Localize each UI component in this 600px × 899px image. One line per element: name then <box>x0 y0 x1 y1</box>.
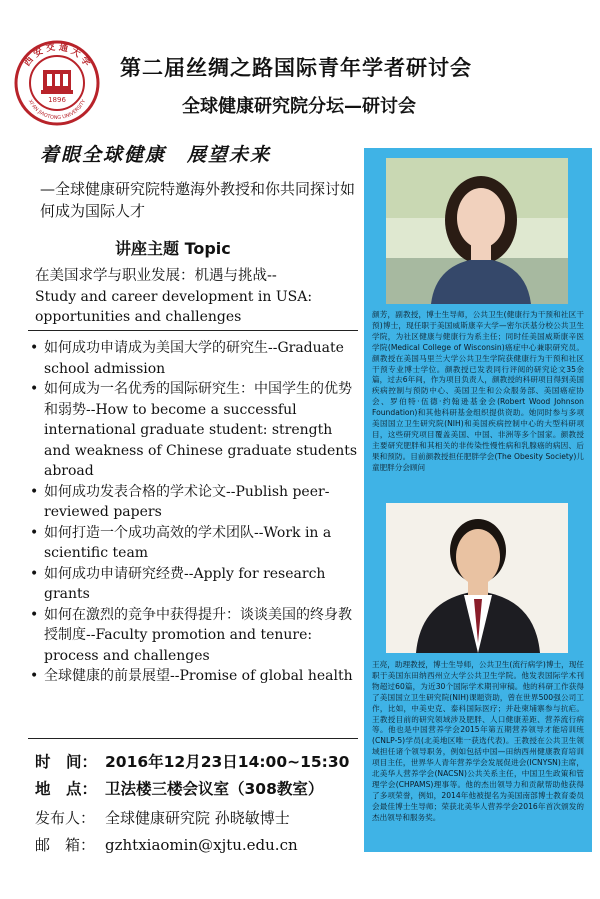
list-item <box>30 605 362 667</box>
event-time <box>35 750 349 772</box>
portrait-icon <box>386 158 568 304</box>
bullet-icon: • <box>30 340 39 356</box>
topic-text: 如何在激烈的竞争中获得提升：谈谈美国的终身教授制度--Faculty promotion and tenure: process and challenges <box>44 606 352 664</box>
event-publisher <box>35 807 290 828</box>
slogan: 着眼全球健康 展望未来 <box>40 144 272 166</box>
topic-text: 如何成功申请研究经费--Apply for research grants <box>44 565 326 602</box>
topic-text: 全球健康的前景展望--Promise of global health <box>44 668 353 684</box>
time-label: 时 间： <box>35 753 98 771</box>
invitation-text: —全球健康研究院特邀海外教授和你共同探讨如何成为国际人才 <box>40 180 356 220</box>
place-label: 地 点： <box>35 780 98 798</box>
svg-text:1896: 1896 <box>48 96 66 104</box>
portrait-icon <box>386 503 568 653</box>
speaker-bio: 颜芳，副教授，博士生导师，公共卫生(健康行为干预和社区干预)博士，现任职于美国威斯康辛大学—密尔沃基分校公共卫生学院，为社区健康与健康行为系主任；同时任美国威斯康辛医学院(Medical College of Wisconsin)癌症中心兼职研究员。颜教授在美国马里兰大学公共卫生学院获健康行为干预和社区干预专业博士学位。颜教授已发表同行评阅的研究论文35余篇，过去6年间，作为项目负责人，颜教授的科研项目得到美国疾病控制与预防中心、美国卫生和公众服务部、美国癌症协会、罗伯特·伍德·约翰逊基金会(Robert Wood Johnson Foundation)和其他科研基金组织提供资助。她同时参与多项美国国立卫生研究院(NIH)和美国疾病控制中心的大型科研项目，这些研究项目覆盖美国、中国、非洲等多个国家。颜教授主要研究肥胖和其相关的非传染性慢性病和乳腺癌的病因、后果和预防。目前颜教授担任肥胖学会(The Obesity Society)儿童肥胖分会顾问 <box>372 310 584 472</box>
place-value: 卫法楼三楼会议室（308教室） <box>105 780 324 798</box>
topic-text: 如何成为一名优秀的国际研究生：中国学生的优势和弱势--How to become a successful international graduate student: strength and weakness of Chinese graduate students abroad <box>44 381 358 479</box>
bullet-icon: • <box>30 565 39 582</box>
list-item <box>30 523 362 564</box>
event-subtitle: 全球健康研究院分坛—研讨会 <box>182 96 416 117</box>
list-item <box>30 379 362 482</box>
main-topic-en: Study and career development in USA: opportunities and challenges <box>35 289 313 325</box>
bullet-icon: • <box>30 483 39 500</box>
list-item <box>30 482 362 523</box>
main-topic-zh: 在美国求学与职业发展：机遇与挑战-- <box>35 268 277 284</box>
university-seal-icon <box>14 40 100 126</box>
event-email <box>35 834 298 855</box>
list-item <box>30 338 362 379</box>
divider <box>28 330 358 331</box>
topic-text: 如何打造一个成功高效的学术团队--Work in a scientific team <box>44 524 332 561</box>
email-value[interactable]: gzhtxiaomin@xjtu.edu.cn <box>105 836 298 854</box>
bullet-icon: • <box>30 606 39 623</box>
speaker-photo-male <box>386 503 568 653</box>
publisher-value: 全球健康研究院 孙晓敏博士 <box>105 809 290 827</box>
svg-text:XI'AN JIAOTONG UNIVERSITY: XI'AN JIAOTONG UNIVERSITY <box>26 98 88 122</box>
bullet-icon: • <box>30 381 39 397</box>
topic-list <box>30 338 362 687</box>
publisher-label: 发布人： <box>35 809 96 827</box>
list-item <box>30 666 362 687</box>
event-place <box>35 777 323 799</box>
topic-text: 如何成功申请成为美国大学的研究生--Graduate school admission <box>44 340 344 377</box>
speaker-panel <box>364 148 592 852</box>
bullet-icon: • <box>30 524 39 541</box>
event-title: 第二届丝绸之路国际青年学者研讨会 <box>120 56 472 80</box>
email-label: 邮 箱： <box>35 836 96 854</box>
university-logo <box>14 40 100 126</box>
time-value: 2016年12月23日14:00~15:30 <box>105 753 350 771</box>
topic-text: 如何成功发表合格的学术论文--Publish peer-reviewed papers <box>44 483 330 520</box>
speaker-bio: 王亮，助理教授，博士生导师，公共卫生(流行病学)博士，现任职于美国东田纳西州立大学公共卫生学院。他发表国际学术刊物超过60篇，为近30个国际学术期刊审稿。他的科研工作获得了美国国立卫生研究院(NIH)课题资助，曾在世界500强公司工作，比如，中美史克、泰科国际医疗；并赴柬埔寨参与抗疟。王教授目前的研究领域涉及肥胖、人口健康差距、营养流行病等。他也是中国营养学会2015年第五期营养领导才能培训班(CNLP-5)学员(北美地区唯一获选代表)。王教授在公共卫生领域担任诸个领导职务，例如包括中国—田纳西州健康教育培训项目主任，世界华人青年营养学会发展促进会(ICNYSN)主席，北美华人营养学会(NACSN)公共关系主任，中国卫生政策和管理学会(CHPAMS)理事等。他的杰出领导力和贡献帮助他获得了多项荣誉，例如，2014年他被提名为美国南部博士教育委员会最佳博士生导师；荣获北美华人营养学会2016年首次颁发的杰出领导和服务奖。 <box>372 660 584 822</box>
bullet-icon: • <box>30 668 39 684</box>
svg-text:西 安 交 通 大 学: 西 安 交 通 大 学 <box>22 42 92 69</box>
speaker-photo-female <box>386 158 568 304</box>
divider <box>28 738 358 739</box>
topic-heading: 讲座主题 Topic <box>115 239 231 258</box>
list-item <box>30 564 362 605</box>
